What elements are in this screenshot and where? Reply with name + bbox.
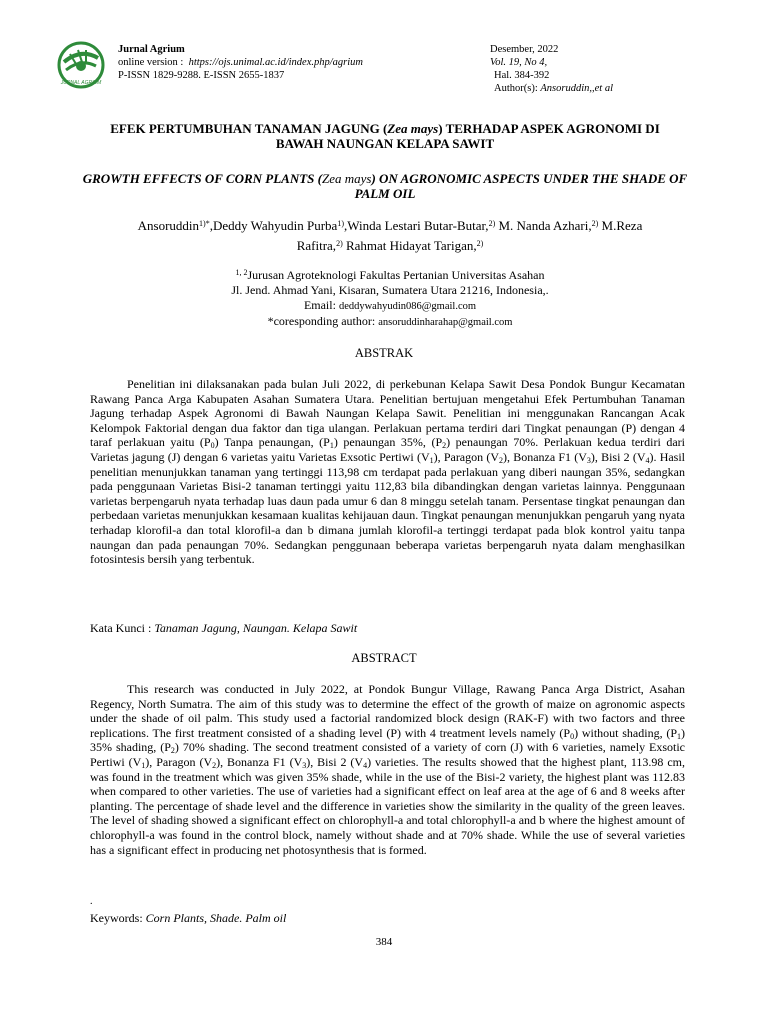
kata-kunci: Kata Kunci : Tanaman Jagung, Naungan. Kelapa Sawit bbox=[90, 621, 358, 635]
svg-text:JURNAL AGRIUM: JURNAL AGRIUM bbox=[60, 80, 102, 86]
abstract-body: This research was conducted in July 2022, at Pondok Bungur Village, Rawang Panca Arga District, Asahan Regency, North Sumatra. The aim of this study was to determine the effect of the growth of maize on agronomic aspects under the shade of oil palm. This study used a factorial randomized block design (RAK-F) with two factors and three replications. The first treatment consisted of a shading level (P) with 4 treatment levels namely $(P_0)$ without shading, $(P_1)$ 35% shading, $(P_2)$ 70% shading. The second treatment consisted of a variety of corn (J) with 6 varieties, namely Exsotic Pertiwi $(V_1)$, Paragon $(V_2)$, Bonanza F1 $(V_3)$, Bisi 2 $(V_4)$ varieties. The results showed that the highest plant, 113.98 cm, was found in the treatment which was given 35% shade, while in the use of the Bisi-2 variety, the highest plant was 112.83 when compared to other varieties. The use of varieties had a significant effect on leaf area at the age of 6 and 8 weeks after planting. The percentage of shade level and the difference in varieties show the similarity in the quality of the green leaves. The level of shading showed a significant effect on chlorophyll-a and total chlorophyll-a and b where the highest amount of chlorophyll-a was found in the control block, namely without shade and at 70% shade. While the use of several varieties has a significant effect in producing net photosynthesis that is formed. bbox=[90, 682, 686, 857]
title-indonesian: EFEK PERTUMBUHAN TANAMAN JAGUNG (Zea mays) TERHADAP ASPEK AGRONOMI DI BAWAH NAUNGAN KELAPA SAWIT bbox=[110, 121, 660, 151]
author-email[interactable]: deddywahyudin086@gmail.com bbox=[338, 301, 477, 312]
online-version-line bbox=[118, 56, 363, 69]
online-label: online version : bbox=[118, 57, 184, 68]
issue-date: Desember, 2022 bbox=[490, 44, 559, 55]
stray-dot: . bbox=[90, 896, 93, 907]
abstract-heading: ABSTRACT bbox=[351, 651, 417, 665]
issn-line: P-ISSN 1829-9288. E-ISSN 2655-1837 bbox=[118, 70, 285, 81]
affiliation-address: Jl. Jend. Ahmad Yani, Kisaran, Sumatera Utara 21216, Indonesia,. bbox=[231, 283, 549, 297]
abstrak-body: Penelitian ini dilaksanakan pada bulan Juli 2022, di perkebunan Kelapa Sawit Desa Pondok Bungur Kecamatan Rawang Panca Arga Kabupaten Asahan Sumatera Utara. Penelitian bertujuan mengetahui Efek Pertumbuhan Tanaman Jagung terhadap Aspek Agronomi di Bawah Naungan Kelapa Sawit. Penelitian ini menggunakan Rancangan Acak Kelompok Faktorial dengan dua faktor dan tiga ulangan. Perlakuan pertama terdiri dari Tingkat penaungan (P) dengan 4 taraf perlakuan yaitu $(P_0)$ Tanpa penaungan, $(P_1)$ penaungan 35%, $(P_2)$ penaungan 70%. Perlakuan kedua terdiri dari Varietas jagung (J) dengan 6 varietas yaitu Varietas Exsotic Pertiwi $(V_1)$, Paragon $(V_2)$, Bonanza F1 $(V_3)$, Bisi 2 $(V_4)$. Hasil penelitian menunjukkan tanaman yang tertinggi 113,98 cm terdapat pada perlakuan yang diberi naungan 35%, sedangkan pada penggunaan Varietas Bisi-2 tanaman tertinggi yaitu 112,83 bila dibandingkan dengan varietas lainnya. Penggunaan varietas berpengaruh nyata terhadap luas daun pada umur 6 dan 8 minggu setelah tanam. Persentase tingkat penaungan dan perbedaan varietas menunjukkan kesamaan kualitas kehijauan daun. Tingkat penaungan menunjukkan pengaruh yang nyata terhadap klorofil-a dan total klorofil-a dan b dimana jumlah klorofil-a tertinggi terdapat pada blok kontrol yaitu tanpa naungan dan pada penaungan 70%. Sedangkan penggunaan beberapa varietas berpengaruh nyata dalam menghasilkan fotosintesis bersih yang terbentuk. bbox=[90, 377, 686, 567]
authors-short: Author(s): Ansoruddin,,et al bbox=[494, 83, 613, 94]
email-line: Email: deddywahyudin086@gmail.com bbox=[303, 298, 477, 312]
journal-url[interactable]: https://ojs.unimal.ac.id/index.php/agrium bbox=[188, 57, 363, 68]
keywords: Keywords: Corn Plants, Shade. Palm oil bbox=[90, 911, 287, 925]
author-list: Ansoruddin$^{1)*}$,Deddy Wahyudin Purba$^{1)}$,Winda Lestari Butar-Butar,$^{2)}$ M. Nanda Azhari,$^{2)}$ M.Reza Rafitra,$^{2)}$ Rahmat Hidayat Tarigan,$^{2)}$ bbox=[137, 218, 643, 253]
volume-number: Vol. 19, No 4, bbox=[490, 57, 548, 68]
corresponding-line: *coresponding author: ansoruddinharahap@gmail.com bbox=[267, 314, 513, 328]
journal-header-left bbox=[118, 43, 363, 82]
title-english: GROWTH EFFECTS OF CORN PLANTS (Zea mays) ON AGRONOMIC ASPECTS UNDER THE SHADE OF PALM OIL bbox=[82, 171, 688, 201]
journal-logo bbox=[56, 40, 106, 90]
abstrak-heading: ABSTRAK bbox=[354, 346, 414, 360]
corresponding-email[interactable]: ansoruddinharahap@gmail.com bbox=[378, 317, 513, 328]
affiliation bbox=[140, 268, 640, 330]
affiliation-dept: $^{1, 2}$Jurusan Agroteknologi Fakultas Pertanian Universitas Asahan bbox=[235, 268, 545, 282]
journal-name: Jurnal Agrium bbox=[118, 44, 185, 55]
page-range: Hal. 384-392 bbox=[494, 70, 550, 81]
page-number: 384 bbox=[375, 936, 393, 948]
journal-header-right bbox=[490, 43, 613, 95]
